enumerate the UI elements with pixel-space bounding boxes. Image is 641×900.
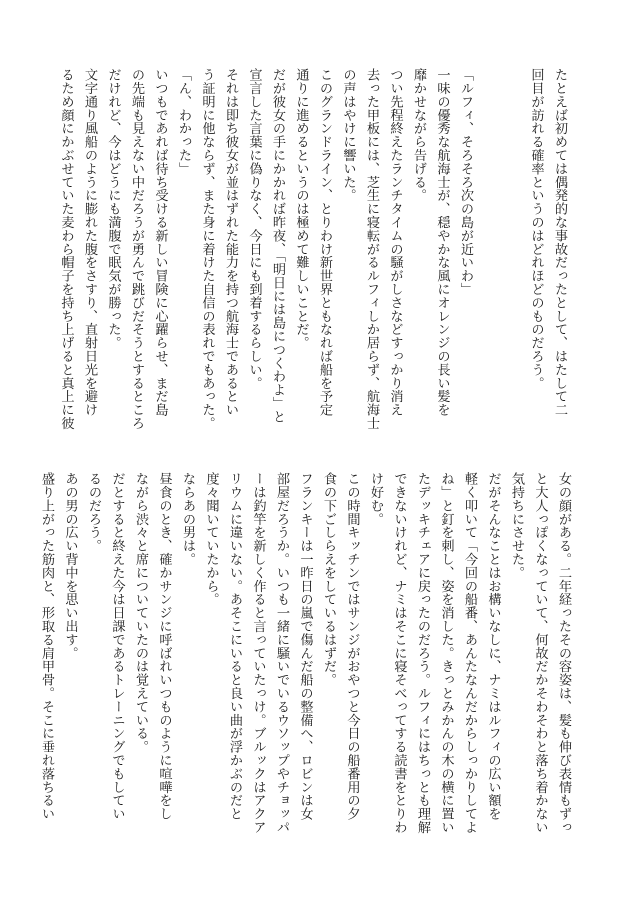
text-line: だがそんなことはお構いなしに、ナミはルフィの広い額を [485, 472, 501, 821]
text-line: 軽く叩いて「今回の船番、あんたなんだからしっかりしてよ [462, 472, 477, 834]
text-block-top [58, 68, 571, 438]
text-line: と大人っぽくなっていて、何故だかそわそわと落ち着かない [532, 472, 548, 834]
text-line [477, 68, 501, 438]
text-line: ならあの男は。 [180, 472, 195, 566]
text-line: だけれど、今はどうにも満腹で眠気が勝った。 [105, 68, 121, 350]
text-line: 食の下ごしらえをしているはずだ。 [321, 472, 336, 687]
text-line: 通りに進めるというのは極めて難しいことだ。 [293, 68, 309, 350]
text-line: の先端も見えない中だろうが勇んで跳びだそうとするところ [129, 68, 144, 430]
text-line: 昼食のとき、確かサンジに呼ばれいつものように喧嘩をし [156, 472, 172, 821]
text-line: いつもであれば待ち受ける新しい冒険に心躍らせ、まだ島 [152, 68, 168, 417]
text-block-bottom [39, 472, 575, 842]
text-line: ね」と釘を刺し、姿を消した。きっとみかんの木の横に置い [438, 472, 454, 834]
text-line: このグランドライン、とりわけ新世界ともなれば船を予定 [317, 68, 332, 417]
text-line: リウムに違いない。あそこにいると良い曲が浮かぶのだと [227, 472, 242, 821]
text-line: つい先程終えたランチタイムの騒がしさなどすっかり消え [387, 68, 403, 417]
text-line: 回目が訪れる確率というのはどれほどのものだろう。 [528, 68, 544, 390]
text-line: け好む。 [368, 472, 383, 526]
text-line [501, 68, 525, 438]
text-line: あの男の広い背中を思い出す。 [62, 472, 78, 660]
text-line: 「ん、わかった」 [176, 68, 191, 176]
text-line: ーは釣竿を新しく作ると言っていたっけ。ブルックはアクア [250, 472, 266, 834]
text-line: だが彼女の手にかかれば昨夜、「明日には島につくわよ」と [270, 68, 285, 424]
text-line: 一味の優秀な航海士が、穏やかな風にオレンジの長い髪を [434, 68, 450, 417]
text-line: う証明に他ならず、また身に着けた自信の表れでもあった。 [199, 68, 215, 430]
text-line: 度々聞いていたから。 [203, 472, 219, 606]
text-line: 文字通り風船のように膨れた腹をさすり、直射日光を避け [82, 68, 97, 417]
text-line: 宣言した言葉に偽りなく、今日にも到着するらしい。 [246, 68, 262, 390]
text-line: 女の顔がある。二年経ったその容姿は、髪も伸び表情もずっ [556, 472, 571, 834]
text-line: るのだろう。 [86, 472, 101, 553]
text-line: 「ルフィ、そろそろ次の島が近いわ」 [458, 68, 473, 296]
text-line: 去った甲板には、芝生に寝転がるルフィしか居らず、航海士 [364, 68, 379, 430]
text-line: たデッキチェアに戻ったのだろう。ルフィにはちっとも理解 [415, 472, 430, 834]
text-line: できないけれど、ナミはそこに寝そべってする読書をとりわ [391, 472, 407, 834]
text-line: たとえば初めては偶発的な事故だったとして、はたして二 [552, 68, 567, 417]
text-line: るため顔にかぶせていた麦わら帽子を持ち上げると真上に彼 [58, 68, 74, 430]
text-line: この時間キッチンではサンジがおやつと今日の船番用の夕 [344, 472, 360, 821]
text-line: 部屋だろうか。いつも一緒に騒いでいるウソップやチョッパ [274, 472, 289, 834]
text-line: 盛り上がった筋肉と、形取る肩甲骨。そこに垂れ落ちるい [39, 472, 54, 821]
text-line: ながら渋々と席についていたのは覚えている。 [133, 472, 148, 754]
text-line: の声はやけに響いた。 [340, 68, 356, 202]
text-line: フランキーは一昨日の嵐で傷んだ船の整備へ、ロビンは女 [297, 472, 313, 821]
text-line: 気持ちにさせた。 [509, 472, 524, 580]
text-line: だとすると終えた今は日課であるトレーニングでもしてい [109, 472, 125, 821]
text-line: 靡かせながら告げる。 [411, 68, 426, 202]
text-line: それは即ち彼女が並はずれた能力を持つ航海士であるとい [223, 68, 238, 417]
